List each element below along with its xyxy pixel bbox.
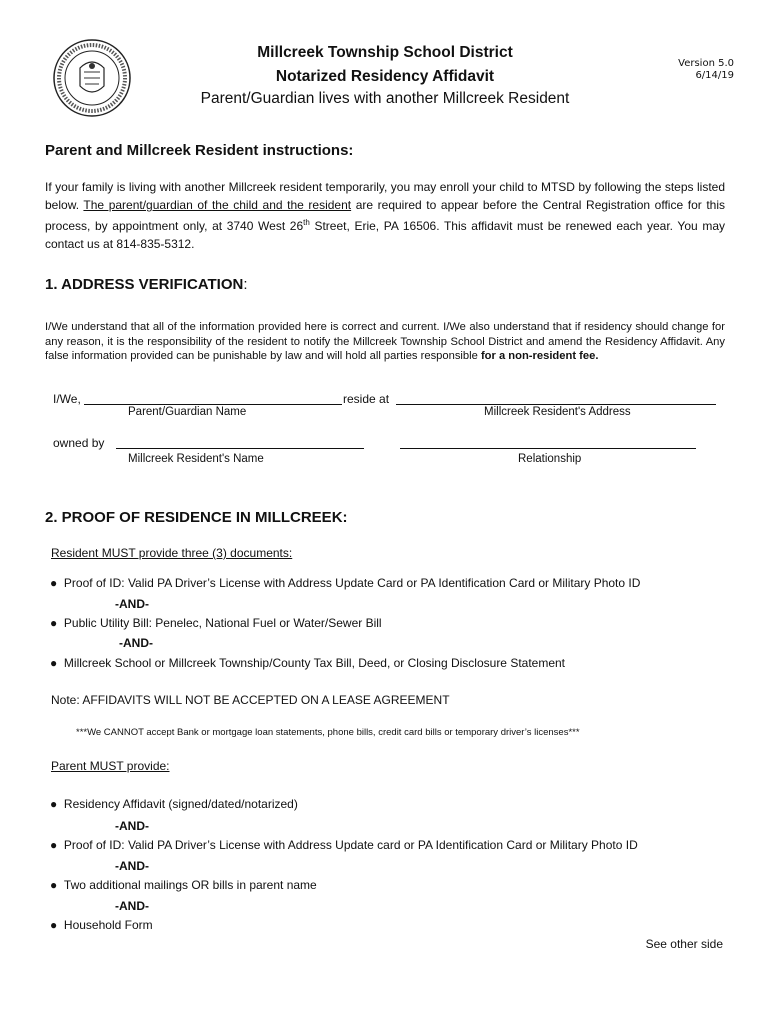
instructions-text-b: are required to appear before the Central Registration office for this process, by appointment only, at 3740 West 26 xyxy=(45,198,726,233)
resident-address-caption: Millcreek Resident's Address xyxy=(484,406,631,418)
parent-item-text: Residency Affidavit (signed/dated/notarized) xyxy=(63,797,298,811)
parent-item-text: Two additional mailings OR bills in parent name xyxy=(63,878,317,892)
address-heading-text: 1. ADDRESS VERIFICATION xyxy=(45,276,244,293)
bullet-icon: ● xyxy=(50,838,58,852)
and-label: -AND- xyxy=(115,859,149,873)
cannot-accept-note: ***We CANNOT accept Bank or mortgage loan statements, phone bills, credit card bills or temporary driver’s licenses*** xyxy=(76,727,580,738)
form-subtitle: Parent/Guardian lives with another Millcreek Resident xyxy=(200,90,570,107)
bullet-icon: ● xyxy=(50,878,58,892)
bullet-icon: ● xyxy=(50,656,58,670)
instructions-text-c: Street, Erie, PA 16506. This affidavit must be renewed each year. You may contact us at 814-835-5312. xyxy=(45,219,725,251)
resident-item-text: Proof of ID: Valid PA Driver’s License with Address Update Card or PA Identification Card or Military Photo ID xyxy=(63,576,641,590)
address-heading-colon: : xyxy=(243,276,248,293)
and-label: -AND- xyxy=(115,899,149,913)
relationship-caption: Relationship xyxy=(518,453,582,465)
see-other-side: See other side xyxy=(645,937,723,951)
proof-heading: 2. PROOF OF RESIDENCE IN MILLCREEK: xyxy=(45,509,348,526)
instructions-text-underlined: The parent/guardian of the child and the resident xyxy=(83,198,352,212)
version-date: 6/14/19 xyxy=(695,70,734,81)
and-label: -AND- xyxy=(115,819,149,833)
parent-name-caption: Parent/Guardian Name xyxy=(128,406,247,418)
bullet-icon: ● xyxy=(50,576,58,590)
parent-item-text: Household Form xyxy=(63,918,153,932)
and-label: -AND- xyxy=(115,597,149,611)
iwe-label: I/We, xyxy=(53,392,81,406)
bullet-icon: ● xyxy=(50,797,58,811)
form-title-line1: Millcreek Township School District xyxy=(257,44,513,61)
parent-name-field[interactable] xyxy=(84,404,342,405)
district-seal-icon xyxy=(52,38,132,118)
address-paragraph xyxy=(45,320,725,364)
parent-item-2 xyxy=(50,838,638,852)
parent-item-1 xyxy=(50,797,298,811)
address-text: I/We understand that all of the information provided here is correct and current. I/We also understand that if residency should change for any reason, it is the responsibility of the resident to notify the Millcreek Township School District and amend the Residency Affidavit. Any false information provided can be punishable by law and will hold all parties responsible xyxy=(45,321,725,362)
instructions-paragraph xyxy=(45,178,725,253)
address-text-bold: for a non-resident fee. xyxy=(480,350,599,362)
resident-item-text: Millcreek School or Millcreek Township/County Tax Bill, Deed, or Closing Disclosure Statement xyxy=(63,656,566,670)
parent-item-3 xyxy=(50,878,317,892)
resident-must-label: Resident MUST provide three (3) documents: xyxy=(51,546,293,560)
lease-note: Note: AFFIDAVITS WILL NOT BE ACCEPTED ON A LEASE AGREEMENT xyxy=(51,693,450,707)
form-title-line2: Notarized Residency Affidavit xyxy=(275,68,495,85)
parent-item-4 xyxy=(50,918,153,932)
and-label: -AND- xyxy=(119,636,153,650)
address-heading xyxy=(45,276,248,293)
reside-at-label: reside at xyxy=(343,392,390,406)
relationship-field[interactable] xyxy=(400,448,696,449)
resident-item-2 xyxy=(50,616,382,630)
parent-must-label: Parent MUST provide: xyxy=(51,759,170,773)
instructions-superscript: th xyxy=(303,218,310,227)
resident-name-caption: Millcreek Resident's Name xyxy=(128,453,264,465)
owned-by-label: owned by xyxy=(53,436,105,450)
parent-item-text: Proof of ID: Valid PA Driver’s License with Address Update card or PA Identification Card or Military Photo ID xyxy=(63,838,638,852)
bullet-icon: ● xyxy=(50,616,58,630)
resident-item-1 xyxy=(50,576,640,590)
resident-item-text: Public Utility Bill: Penelec, National Fuel or Water/Sewer Bill xyxy=(63,616,382,630)
resident-item-3 xyxy=(50,656,565,670)
bullet-icon: ● xyxy=(50,918,58,932)
resident-name-field[interactable] xyxy=(116,448,364,449)
instructions-heading: Parent and Millcreek Resident instructions: xyxy=(45,142,354,159)
version-label: Version 5.0 xyxy=(678,58,734,69)
instructions-text-a: If your family is living with another Millcreek resident temporarily, you may enroll your child to MTSD by following the steps listed below. xyxy=(45,180,725,212)
resident-address-field[interactable] xyxy=(396,404,716,405)
